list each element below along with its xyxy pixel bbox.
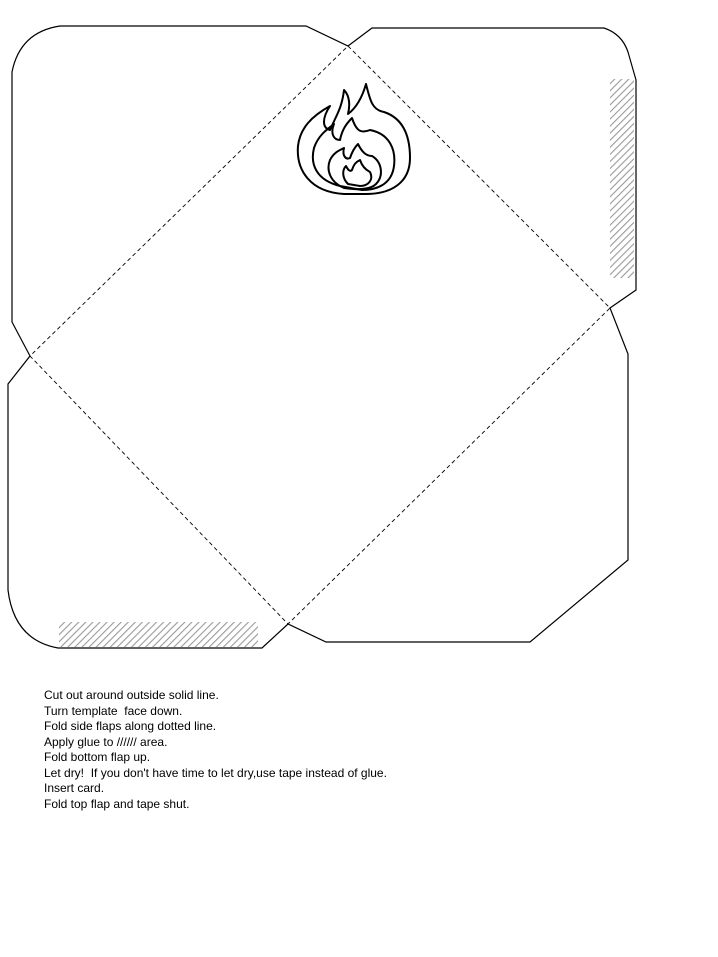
cut-outline [8, 26, 636, 648]
instruction-line: Fold bottom flap up. [44, 750, 151, 764]
instruction-line: Apply glue to ////// area. [44, 734, 168, 749]
instruction-line: Fold top flap and tape shut. [44, 796, 190, 811]
glue-area-bottom [59, 622, 258, 647]
fold-line [30, 46, 610, 624]
instruction-line: Turn template face down. [44, 703, 183, 718]
instruction-line: Cut out around outside solid line. [44, 688, 219, 702]
instruction-line: Insert card. [44, 781, 105, 795]
glue-area-right [610, 79, 634, 278]
instructions [44, 688, 387, 812]
instruction-line: Fold side flaps along dotted line. [44, 719, 217, 733]
instruction-line: Let dry! If you don't have time to let dry,use tape instead of glue. [44, 765, 387, 780]
flame-icon [298, 84, 410, 194]
